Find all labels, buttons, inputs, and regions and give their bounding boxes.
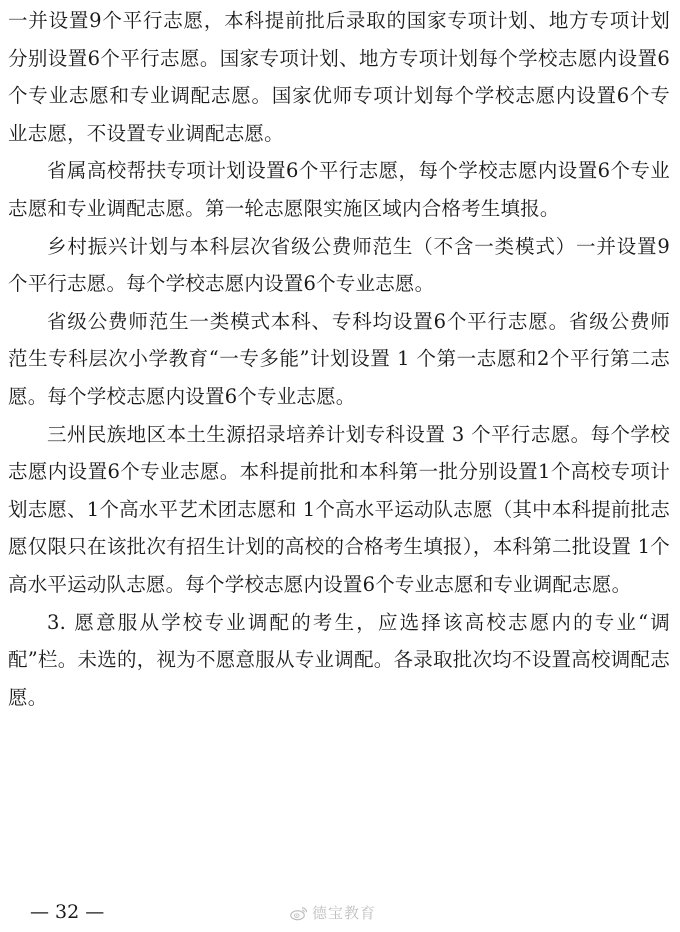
paragraph-major-adjustment: 3. 愿意服从学校专业调配的考生，应选择该高校志愿内的专业“调配”栏。未选的，视为不愿意服从专业调配。各录取批次均不设置高校调配志愿。	[8, 610, 670, 709]
watermark-text: 德宝教育	[312, 904, 377, 922]
document-body	[8, 2, 670, 716]
weibo-logo-icon	[290, 905, 308, 921]
paragraph-rural-revitalization-plan: 乡村振兴计划与本科层次省级公费师范生（不含一类模式）一并设置9个平行志愿。每个学校志愿内设置6个专业志愿。	[8, 234, 670, 296]
paragraph-parallel-volunteers: 一并设置9个平行志愿，本科提前批后录取的国家专项计划、地方专项计划分别设置6个平行志愿。国家专项计划、地方专项计划每个学校志愿内设置6个专业志愿和专业调配志愿。国家优师专项计划每个学校志愿内设置6个专业志愿，不设置专业调配志愿。	[8, 9, 670, 145]
paragraph-public-funded-teachers: 省级公费师范生一类模式本科、专科均设置6个平行志愿。省级公费师范生专科层次小学教育“一专多能”计划设置 1 个第一志愿和2个平行第二志愿。每个学校志愿内设置6个专业志愿。	[8, 309, 670, 408]
paragraph-provincial-support-plan: 省属高校帮扶专项计划设置6个平行志愿，每个学校志愿内设置6个专业志愿和专业调配志愿。第一轮志愿限实施区域内合格考生填报。	[8, 159, 670, 220]
paragraph-three-prefectures-plan: 三州民族地区本土生源招录培养计划专科设置 3 个平行志愿。每个学校志愿内设置6个专业志愿。本科提前批和本科第一批分别设置1个高校专项计划志愿、1个高水平艺术团志愿和 1个高水平运动队志愿（其中本科提前批志愿仅限只在该批次有招生计划的高校的合格考生填报），本科第二批设置 1个高水平运动队志愿。每个学校志愿内设置6个专业志愿和专业调配志愿。	[8, 422, 671, 596]
watermark	[290, 902, 376, 923]
page-number: — 32 —	[30, 901, 105, 923]
